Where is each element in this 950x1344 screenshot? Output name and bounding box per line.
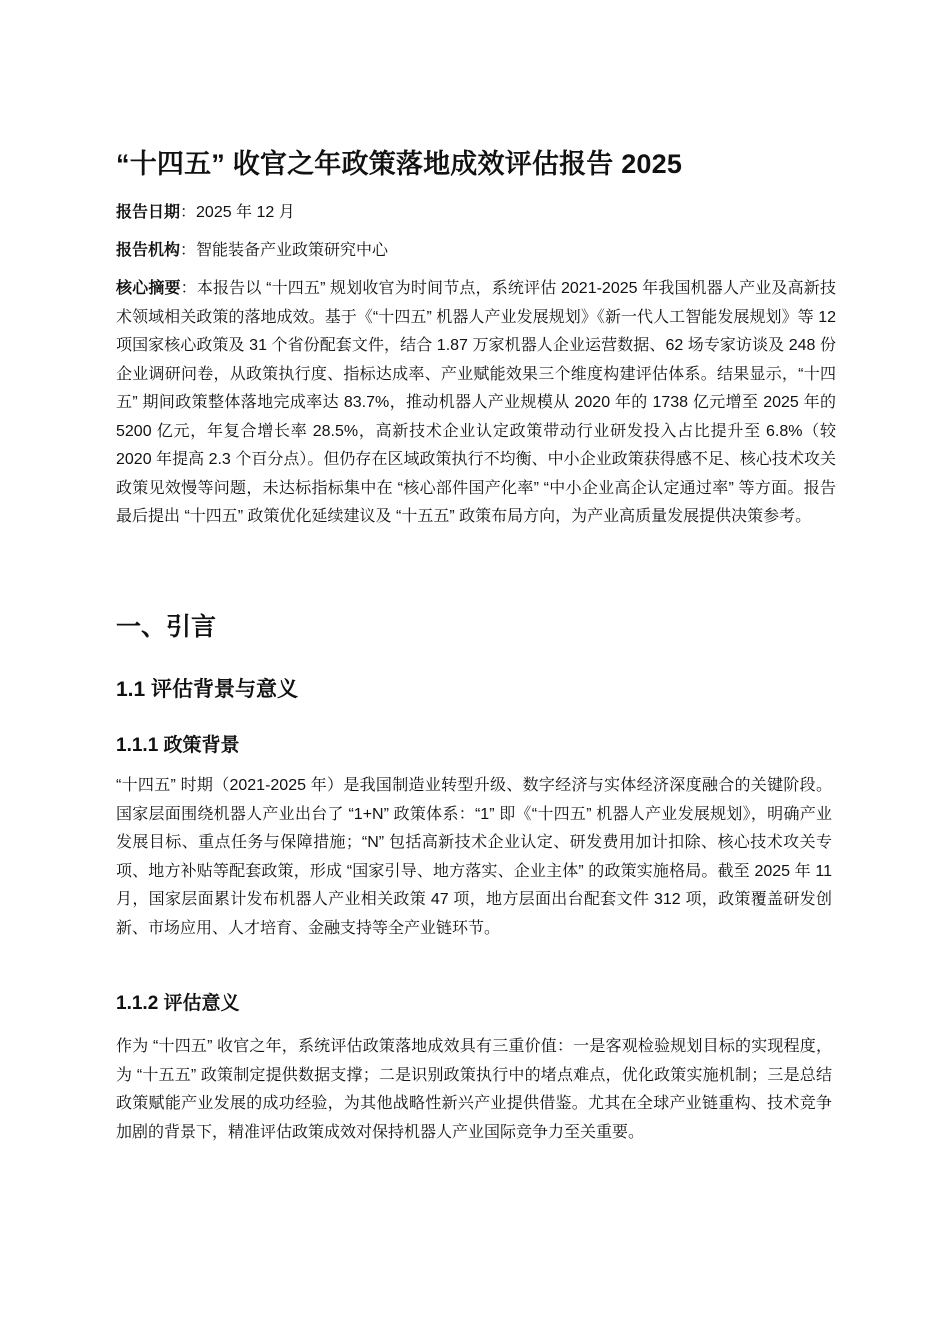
report-abstract xyxy=(116,275,836,532)
section-1-1-2-paragraph: 作为 “十四五” 收官之年，系统评估政策落地成效具有三重价值：一是客观检验规划目标的实现程度，为 “十五五” 政策制定提供数据支撑；二是识别政策执行中的堵点难点，优化政策实施机制；三是总结政策赋能产业发展的成功经验，为其他战略性新兴产业提供借鉴。尤其在全球产业链重构、技术竞争加剧的背景下，精准评估政策成效对保持机器人产业国际竞争力至关重要。 xyxy=(116,1038,832,1141)
report-title: “十四五” 收官之年政策落地成效评估报告 2025 xyxy=(116,149,683,179)
report-organization xyxy=(116,237,836,266)
report-date-label: 报告日期 xyxy=(116,204,181,221)
section-1-1-1-paragraph: “十四五” 时期（2021-2025 年）是我国制造业转型升级、数字经济与实体经济深度融合的关键阶段。国家层面围绕机器人产业出台了 “1+N” 政策体系：“1” 即《“十四五” 机器人产业发展规划》，明确产业发展目标、重点任务与保障措施；“N” 包括高新技术企业认定、研发费用加计扣除、核心技术攻关专项、地方补贴等配套政策，形成 “国家引导、地方落实、企业主体” 的政策实施格局。截至 2025 年 11 月，国家层面累计发布机器人产业相关政策 47 项，地方层面出台配套文件 312 项，政策覆盖研发创新、市场应用、人才培育、金融支持等全产业链环节。 xyxy=(116,777,832,937)
section-1-1-heading: 1.1 评估背景与意义 xyxy=(116,678,299,701)
report-org-value: ：智能装备产业政策研究中心 xyxy=(180,242,389,259)
report-date-value: ：2025 年 12 月 xyxy=(180,204,295,221)
report-date xyxy=(116,199,836,228)
abstract-label: 核心摘要 xyxy=(116,280,181,297)
section-1-1-1-heading: 1.1.1 政策背景 xyxy=(116,735,240,756)
section-1-heading: 一、引言 xyxy=(116,613,217,641)
abstract-text: ：本报告以 “十四五” 规划收官为时间节点，系统评估 2021-2025 年我国机器人产业及高新技术领域相关政策的落地成效。基于《“十四五” 机器人产业发展规划》《新一代人工智能发展规划》等 12 项国家核心政策及 31 个省份配套文件，结合 1.87 万家机器人企业运营数据、62 场专家访谈及 248 份企业调研问卷，从政策执行度、指标达成率、产业赋能效果三个维度构建评估体系。结果显示，“十四五” 期间政策整体落地完成率达 83.7%，推动机器人产业规模从 2020 年的 1738 亿元增至 2025 年的 5200 亿元，年复合增长率 28.5%，高新技术企业认定政策带动行业研发投入占比提升至 6.8%（较 2020 年提高 2.3 个百分点）。但仍存在区域政策执行不均衡、中小企业政策获得感不足、核心技术攻关政策见效慢等问题，未达标指标集中在 “核心部件国产化率” “中小企业高企认定通过率” 等方面。报告最后提出 “十四五” 政策优化延续建议及 “十五五” 政策布局方向，为产业高质量发展提供决策参考。 xyxy=(116,280,836,525)
section-1-1-2-heading: 1.1.2 评估意义 xyxy=(116,993,240,1014)
report-org-label: 报告机构 xyxy=(116,242,181,259)
